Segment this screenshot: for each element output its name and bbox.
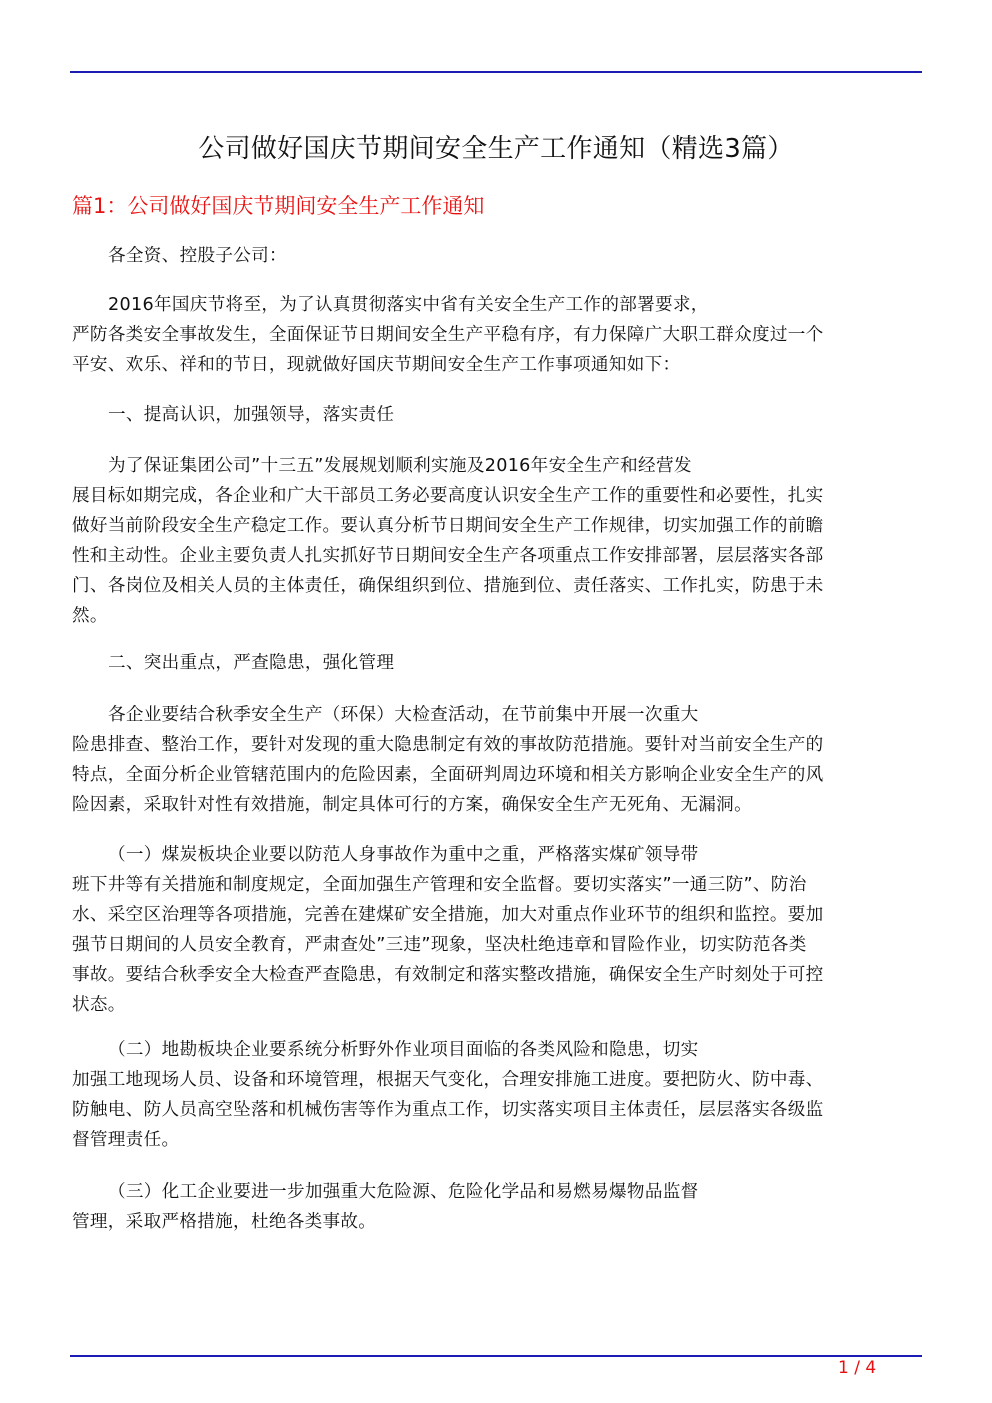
- paragraph-line: 特点，全面分析企业管辖范围内的危险因素，全面研判周边环境和相关方影响企业安全生产的风: [72, 765, 824, 785]
- paragraph-line: 各企业要结合秋季安全生产（环保）大检查活动，在节前集中开展一次重大: [108, 705, 699, 725]
- paragraph-line: 一、提高认识，加强领导，落实责任: [108, 405, 395, 425]
- page-number: 1 / 4: [838, 1358, 877, 1378]
- paragraph: [72, 700, 912, 820]
- paragraph: [72, 1035, 912, 1155]
- paragraph-line: 门、各岗位及相关人员的主体责任，确保组织到位、措施到位、责任落实、工作扎实，防患于未: [72, 576, 824, 596]
- paragraph: [72, 1177, 912, 1237]
- document-title: 公司做好国庆节期间安全生产工作通知（精选3篇）: [198, 134, 794, 164]
- paragraph-line: 为了保证集团公司”十三五”发展规划顺利实施及2016年安全生产和经营发: [108, 456, 692, 476]
- paragraph-line: （二）地勘板块企业要系统分析野外作业项目面临的各类风险和隐患，切实: [108, 1040, 699, 1060]
- paragraph: [72, 648, 912, 678]
- paragraph-line: 班下井等有关措施和制度规定，全面加强生产管理和安全监督。要切实落实”一通三防”、防治: [72, 875, 807, 895]
- paragraph-line: （一）煤炭板块企业要以防范人身事故作为重中之重，严格落实煤矿领导带: [108, 845, 699, 865]
- paragraph: [72, 241, 912, 271]
- section-heading: 篇1：公司做好国庆节期间安全生产工作通知: [72, 194, 485, 218]
- paragraph-line: 险患排查、整治工作，要针对发现的重大隐患制定有效的事故防范措施。要针对当前安全生产的: [72, 735, 824, 755]
- paragraph-line: 险因素，采取针对性有效措施，制定具体可行的方案，确保安全生产无死角、无漏洞。: [72, 795, 752, 815]
- paragraph-line: 防触电、防人员高空坠落和机械伤害等作为重点工作，切实落实项目主体责任，层层落实各级监: [72, 1100, 824, 1120]
- paragraph-line: 水、采空区治理等各项措施，完善在建煤矿安全措施，加大对重点作业环节的组织和监控。要加: [72, 905, 824, 925]
- paragraph-line: 二、突出重点，严查隐患，强化管理: [108, 653, 395, 673]
- paragraph: [72, 400, 912, 430]
- paragraph-line: 督管理责任。: [72, 1130, 180, 1150]
- paragraph-line: 各全资、控股子公司：: [108, 246, 287, 266]
- paragraph-line: 事故。要结合秋季安全大检查严查隐患，有效制定和落实整改措施，确保安全生产时刻处于可控: [72, 965, 824, 985]
- paragraph: [72, 451, 912, 631]
- paragraph-line: 平安、欢乐、祥和的节日，现就做好国庆节期间安全生产工作事项通知如下：: [72, 355, 681, 375]
- paragraph-line: 做好当前阶段安全生产稳定工作。要认真分析节日期间安全生产工作规律，切实加强工作的前瞻: [72, 516, 824, 536]
- header-rule: [70, 71, 922, 73]
- paragraph: [72, 290, 912, 380]
- paragraph-line: 性和主动性。企业主要负责人扎实抓好节日期间安全生产各项重点工作安排部署，层层落实各部: [72, 546, 824, 566]
- paragraph-line: 然。: [72, 606, 108, 626]
- paragraph: [72, 840, 912, 1020]
- paragraph-line: 2016年国庆节将至，为了认真贯彻落实中省有关安全生产工作的部署要求，: [108, 295, 709, 315]
- paragraph-line: 严防各类安全事故发生，全面保证节日期间安全生产平稳有序，有力保障广大职工群众度过一个: [72, 325, 824, 345]
- paragraph-line: 管理，采取严格措施，杜绝各类事故。: [72, 1212, 377, 1232]
- paragraph-line: 状态。: [72, 995, 126, 1015]
- paragraph-line: 加强工地现场人员、设备和环境管理，根据天气变化，合理安排施工进度。要把防火、防中毒、: [72, 1070, 824, 1090]
- paragraph-line: 强节日期间的人员安全教育，严肃查处”三违”现象，坚决杜绝违章和冒险作业，切实防范各类: [72, 935, 807, 955]
- paragraph-line: （三）化工企业要进一步加强重大危险源、危险化学品和易燃易爆物品监督: [108, 1182, 699, 1202]
- paragraph-line: 展目标如期完成，各企业和广大干部员工务必要高度认识安全生产工作的重要性和必要性，扎实: [72, 486, 824, 506]
- footer-rule: [70, 1355, 922, 1357]
